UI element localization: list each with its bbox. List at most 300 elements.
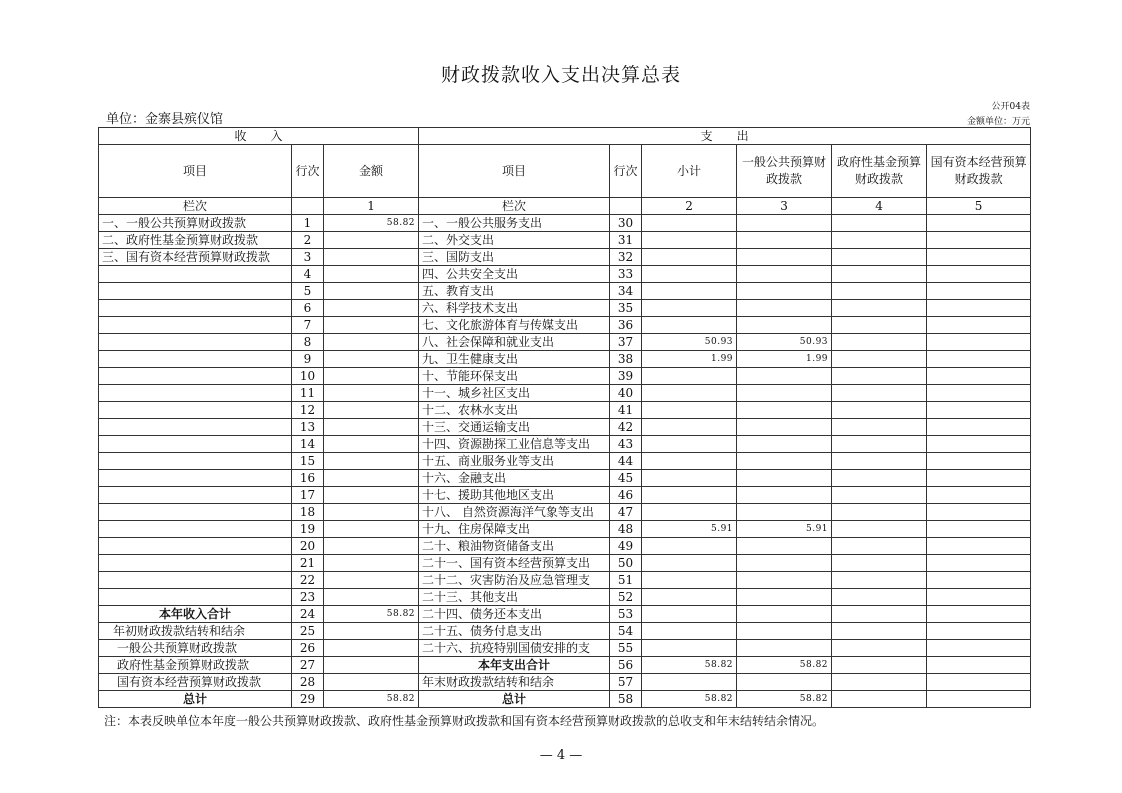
expense-fund — [832, 385, 927, 402]
expense-state — [927, 657, 1031, 674]
expense-state — [927, 402, 1031, 419]
income-line: 27 — [292, 657, 324, 674]
expense-line: 57 — [610, 674, 642, 691]
expense-state — [927, 504, 1031, 521]
expense-fund — [832, 300, 927, 317]
expense-subtotal — [642, 640, 737, 657]
expense-general: 5.91 — [737, 521, 832, 538]
expense-subtotal — [642, 436, 737, 453]
income-amount — [324, 419, 419, 436]
expense-subtotal — [642, 368, 737, 385]
income-item — [99, 436, 292, 453]
income-amount — [324, 487, 419, 504]
income-line: 15 — [292, 453, 324, 470]
expense-state — [927, 385, 1031, 402]
income-amount — [324, 470, 419, 487]
expense-general — [737, 487, 832, 504]
income-amount — [324, 266, 419, 283]
expense-general — [737, 215, 832, 232]
expense-fund — [832, 487, 927, 504]
income-amount — [324, 351, 419, 368]
expense-fund — [832, 657, 927, 674]
income-item — [99, 589, 292, 606]
income-amount — [324, 504, 419, 521]
income-line: 2 — [292, 232, 324, 249]
expense-line: 52 — [610, 589, 642, 606]
expense-state — [927, 232, 1031, 249]
income-line: 12 — [292, 402, 324, 419]
expense-fund — [832, 589, 927, 606]
income-amount — [324, 283, 419, 300]
table-row — [99, 402, 1031, 419]
expense-item: 二十三、其他支出 — [419, 589, 610, 606]
income-item — [99, 402, 292, 419]
expense-line: 58 — [610, 691, 642, 708]
income-amount — [324, 249, 419, 266]
money-unit-label: 金额单位：万元 — [966, 117, 1030, 127]
expense-general: 58.82 — [737, 657, 832, 674]
income-item — [99, 487, 292, 504]
expense-subtotal: 5.91 — [642, 521, 737, 538]
expense-state — [927, 572, 1031, 589]
income-section-header: 收 入 — [99, 128, 419, 145]
income-item — [99, 368, 292, 385]
expense-item: 二十六、抗疫特别国债安排的支 — [419, 640, 610, 657]
col-header-subtotal: 小计 — [642, 145, 737, 198]
expense-line: 42 — [610, 419, 642, 436]
expense-line: 37 — [610, 334, 642, 351]
col-header-state: 国有资本经营预算财政拨款 — [927, 145, 1031, 198]
income-amount — [324, 589, 419, 606]
expense-line: 31 — [610, 232, 642, 249]
income-item — [99, 266, 292, 283]
expense-state — [927, 436, 1031, 453]
expense-subtotal — [642, 402, 737, 419]
expense-fund — [832, 351, 927, 368]
income-line: 21 — [292, 555, 324, 572]
income-amount — [324, 640, 419, 657]
expense-state — [927, 317, 1031, 334]
expense-item: 十九、住房保障支出 — [419, 521, 610, 538]
income-item — [99, 470, 292, 487]
expense-line: 43 — [610, 436, 642, 453]
income-amount — [324, 232, 419, 249]
expense-subtotal — [642, 232, 737, 249]
expense-fund — [832, 504, 927, 521]
income-item — [99, 351, 292, 368]
expense-subtotal — [642, 283, 737, 300]
expense-item: 总计 — [419, 691, 610, 708]
expense-fund — [832, 521, 927, 538]
col-header-general: 一般公共预算财政拨款 — [737, 145, 832, 198]
col-header-item: 项目 — [99, 145, 292, 198]
expense-fund — [832, 232, 927, 249]
expense-general — [737, 606, 832, 623]
lanci-c3: 3 — [737, 198, 832, 215]
expense-fund — [832, 436, 927, 453]
table-row — [99, 283, 1031, 300]
expense-state — [927, 215, 1031, 232]
income-amount — [324, 521, 419, 538]
expense-general — [737, 623, 832, 640]
income-item — [99, 521, 292, 538]
income-amount — [324, 436, 419, 453]
expense-line: 36 — [610, 317, 642, 334]
col-header-fund: 政府性基金预算财政拨款 — [832, 145, 927, 198]
expense-fund — [832, 640, 927, 657]
expense-fund — [832, 470, 927, 487]
expense-general — [737, 470, 832, 487]
income-amount — [324, 402, 419, 419]
income-line: 5 — [292, 283, 324, 300]
income-line: 1 — [292, 215, 324, 232]
expense-state — [927, 521, 1031, 538]
income-item: 三、国有资本经营预算财政拨款 — [99, 249, 292, 266]
income-line: 22 — [292, 572, 324, 589]
expense-general — [737, 283, 832, 300]
expense-line: 56 — [610, 657, 642, 674]
income-line: 23 — [292, 589, 324, 606]
expense-fund — [832, 691, 927, 708]
expense-state — [927, 266, 1031, 283]
expense-item: 二、外交支出 — [419, 232, 610, 249]
expense-subtotal: 58.82 — [642, 691, 737, 708]
lanci-label: 栏次 — [99, 198, 292, 215]
expense-line: 39 — [610, 368, 642, 385]
expense-subtotal — [642, 215, 737, 232]
income-amount — [324, 453, 419, 470]
table-row — [99, 266, 1031, 283]
expense-general — [737, 453, 832, 470]
expense-general — [737, 674, 832, 691]
expense-general — [737, 266, 832, 283]
expense-fund — [832, 249, 927, 266]
income-line: 10 — [292, 368, 324, 385]
table-row — [99, 300, 1031, 317]
expense-general — [737, 300, 832, 317]
income-item — [99, 385, 292, 402]
expense-fund — [832, 572, 927, 589]
expense-fund — [832, 215, 927, 232]
expense-item: 本年支出合计 — [419, 657, 610, 674]
income-item — [99, 283, 292, 300]
expense-line: 46 — [610, 487, 642, 504]
income-item: 本年收入合计 — [99, 606, 292, 623]
expense-fund — [832, 283, 927, 300]
expense-general — [737, 589, 832, 606]
expense-general — [737, 317, 832, 334]
income-line: 6 — [292, 300, 324, 317]
form-number: 公开04表 — [991, 102, 1030, 112]
expense-state — [927, 640, 1031, 657]
col-header-line: 行次 — [292, 145, 324, 198]
expense-line: 48 — [610, 521, 642, 538]
income-item — [99, 317, 292, 334]
expense-line: 35 — [610, 300, 642, 317]
expense-line: 50 — [610, 555, 642, 572]
expense-general — [737, 385, 832, 402]
income-line: 20 — [292, 538, 324, 555]
expense-state — [927, 283, 1031, 300]
expense-general — [737, 572, 832, 589]
expense-subtotal — [642, 572, 737, 589]
expense-fund — [832, 419, 927, 436]
expense-section-header: 支 出 — [419, 128, 1031, 145]
income-line: 25 — [292, 623, 324, 640]
lanci-c4: 4 — [832, 198, 927, 215]
table-row — [99, 538, 1031, 555]
income-line: 9 — [292, 351, 324, 368]
expense-subtotal — [642, 419, 737, 436]
income-amount — [324, 572, 419, 589]
expense-line: 51 — [610, 572, 642, 589]
expense-line: 54 — [610, 623, 642, 640]
expense-subtotal — [642, 504, 737, 521]
expense-line: 34 — [610, 283, 642, 300]
table-row — [99, 572, 1031, 589]
page-title: 财政拨款收入支出决算总表 — [440, 64, 681, 86]
expense-state — [927, 470, 1031, 487]
income-item — [99, 504, 292, 521]
table-row — [99, 623, 1031, 640]
expense-subtotal: 58.82 — [642, 657, 737, 674]
expense-general — [737, 640, 832, 657]
expense-subtotal: 50.93 — [642, 334, 737, 351]
table-row — [99, 351, 1031, 368]
income-item: 一般公共预算财政拨款 — [99, 640, 292, 657]
table-row — [99, 232, 1031, 249]
expense-state — [927, 334, 1031, 351]
expense-line: 30 — [610, 215, 642, 232]
table-row — [99, 589, 1031, 606]
page-number: — 4 — — [539, 748, 583, 763]
expense-subtotal — [642, 606, 737, 623]
expense-item: 五、教育支出 — [419, 283, 610, 300]
expense-fund — [832, 606, 927, 623]
income-item — [99, 419, 292, 436]
income-amount: 58.82 — [324, 215, 419, 232]
table-row — [99, 317, 1031, 334]
table-row — [99, 555, 1031, 572]
expense-item: 四、公共安全支出 — [419, 266, 610, 283]
lanci-c2: 2 — [642, 198, 737, 215]
income-line: 8 — [292, 334, 324, 351]
income-item — [99, 555, 292, 572]
table-row — [99, 249, 1031, 266]
expense-general — [737, 232, 832, 249]
expense-state — [927, 623, 1031, 640]
expense-fund — [832, 334, 927, 351]
expense-item: 十八、 自然资源海洋气象等支出 — [419, 504, 610, 521]
expense-item: 年末财政拨款结转和结余 — [419, 674, 610, 691]
table-row — [99, 368, 1031, 385]
income-line: 18 — [292, 504, 324, 521]
income-item — [99, 334, 292, 351]
expense-general — [737, 249, 832, 266]
expense-item: 七、文化旅游体育与传媒支出 — [419, 317, 610, 334]
income-line: 28 — [292, 674, 324, 691]
expense-item: 二十五、债务付息支出 — [419, 623, 610, 640]
table-row — [99, 521, 1031, 538]
income-item — [99, 453, 292, 470]
income-item: 总计 — [99, 691, 292, 708]
expense-item: 二十四、债务还本支出 — [419, 606, 610, 623]
income-item — [99, 300, 292, 317]
income-line: 3 — [292, 249, 324, 266]
expense-state — [927, 351, 1031, 368]
expense-fund — [832, 674, 927, 691]
income-item: 二、政府性基金预算财政拨款 — [99, 232, 292, 249]
expense-subtotal — [642, 487, 737, 504]
income-item: 政府性基金预算财政拨款 — [99, 657, 292, 674]
income-line: 11 — [292, 385, 324, 402]
expense-line: 45 — [610, 470, 642, 487]
expense-item: 二十二、灾害防治及应急管理支 — [419, 572, 610, 589]
expense-item: 八、社会保障和就业支出 — [419, 334, 610, 351]
expense-item: 十二、农林水支出 — [419, 402, 610, 419]
expense-state — [927, 538, 1031, 555]
expense-item: 十、节能环保支出 — [419, 368, 610, 385]
expense-general — [737, 555, 832, 572]
income-line: 17 — [292, 487, 324, 504]
expense-item: 十六、金融支出 — [419, 470, 610, 487]
table-row — [99, 215, 1031, 232]
income-amount — [324, 674, 419, 691]
income-amount — [324, 657, 419, 674]
expense-line: 40 — [610, 385, 642, 402]
expense-item: 十一、城乡社区支出 — [419, 385, 610, 402]
expense-subtotal — [642, 589, 737, 606]
table-row — [99, 470, 1031, 487]
income-line: 13 — [292, 419, 324, 436]
expense-general: 1.99 — [737, 351, 832, 368]
expense-line: 55 — [610, 640, 642, 657]
expense-general — [737, 402, 832, 419]
lanci-label2: 栏次 — [419, 198, 610, 215]
table-row — [99, 657, 1031, 674]
expense-item: 二十一、国有资本经营预算支出 — [419, 555, 610, 572]
expense-subtotal — [642, 453, 737, 470]
expense-subtotal — [642, 266, 737, 283]
table-row — [99, 606, 1031, 623]
income-item: 一、一般公共预算财政拨款 — [99, 215, 292, 232]
income-item — [99, 572, 292, 589]
income-amount: 58.82 — [324, 691, 419, 708]
expense-fund — [832, 555, 927, 572]
unit-label: 单位：金寨县殡仪馆 — [106, 112, 224, 127]
expense-state — [927, 691, 1031, 708]
col-header-item2: 项目 — [419, 145, 610, 198]
expense-fund — [832, 266, 927, 283]
expense-fund — [832, 402, 927, 419]
expense-state — [927, 487, 1031, 504]
table-row — [99, 334, 1031, 351]
expense-subtotal — [642, 317, 737, 334]
expense-fund — [832, 538, 927, 555]
expense-state — [927, 589, 1031, 606]
expense-fund — [832, 317, 927, 334]
expense-item: 十五、商业服务业等支出 — [419, 453, 610, 470]
income-line: 24 — [292, 606, 324, 623]
expense-subtotal — [642, 470, 737, 487]
expense-general: 50.93 — [737, 334, 832, 351]
expense-subtotal — [642, 300, 737, 317]
expense-line: 33 — [610, 266, 642, 283]
expense-state — [927, 419, 1031, 436]
table-row — [99, 640, 1031, 657]
expense-state — [927, 555, 1031, 572]
expense-general: 58.82 — [737, 691, 832, 708]
table-row — [99, 436, 1031, 453]
income-amount — [324, 300, 419, 317]
expense-state — [927, 674, 1031, 691]
income-item: 年初财政拨款结转和结余 — [99, 623, 292, 640]
expense-item: 十七、援助其他地区支出 — [419, 487, 610, 504]
expense-subtotal: 1.99 — [642, 351, 737, 368]
income-amount — [324, 368, 419, 385]
expense-state — [927, 300, 1031, 317]
budget-table — [98, 127, 1031, 708]
income-line: 19 — [292, 521, 324, 538]
expense-item: 一、一般公共服务支出 — [419, 215, 610, 232]
expense-line: 38 — [610, 351, 642, 368]
income-line: 14 — [292, 436, 324, 453]
expense-general — [737, 504, 832, 521]
income-amount: 58.82 — [324, 606, 419, 623]
expense-fund — [832, 368, 927, 385]
expense-fund — [832, 623, 927, 640]
expense-subtotal — [642, 249, 737, 266]
expense-state — [927, 606, 1031, 623]
table-row — [99, 691, 1031, 708]
lanci-empty — [292, 198, 324, 215]
col-header-line2: 行次 — [610, 145, 642, 198]
expense-item: 九、卫生健康支出 — [419, 351, 610, 368]
expense-general — [737, 368, 832, 385]
expense-subtotal — [642, 385, 737, 402]
expense-item: 六、科学技术支出 — [419, 300, 610, 317]
expense-subtotal — [642, 623, 737, 640]
expense-line: 41 — [610, 402, 642, 419]
footnote: 注：本表反映单位本年度一般公共预算财政拨款、政府性基金预算财政拨款和国有资本经营预算财政拨款的总收支和年末结转结余情况。 — [104, 714, 825, 728]
income-line: 16 — [292, 470, 324, 487]
expense-general — [737, 436, 832, 453]
lanci-empty2 — [610, 198, 642, 215]
table-row — [99, 453, 1031, 470]
income-line: 4 — [292, 266, 324, 283]
expense-state — [927, 249, 1031, 266]
expense-item: 三、国防支出 — [419, 249, 610, 266]
expense-subtotal — [642, 538, 737, 555]
expense-line: 49 — [610, 538, 642, 555]
expense-item: 十四、资源勘探工业信息等支出 — [419, 436, 610, 453]
table-row — [99, 385, 1031, 402]
income-amount — [324, 334, 419, 351]
expense-line: 32 — [610, 249, 642, 266]
expense-general — [737, 419, 832, 436]
col-header-amount: 金额 — [324, 145, 419, 198]
income-item: 国有资本经营预算财政拨款 — [99, 674, 292, 691]
table-row — [99, 504, 1031, 521]
expense-subtotal — [642, 555, 737, 572]
lanci-c1: 1 — [324, 198, 419, 215]
income-line: 7 — [292, 317, 324, 334]
expense-fund — [832, 453, 927, 470]
table-row — [99, 419, 1031, 436]
income-amount — [324, 538, 419, 555]
table-row — [99, 487, 1031, 504]
expense-general — [737, 538, 832, 555]
